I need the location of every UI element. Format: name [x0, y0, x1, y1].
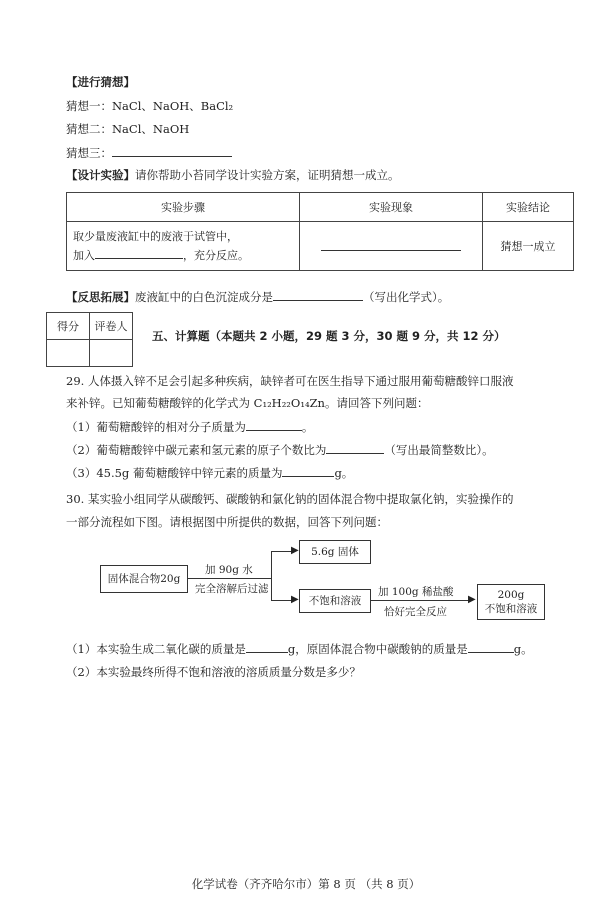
design-text: 请你帮助小苔同学设计实验方案，证明猜想一成立。	[135, 168, 400, 182]
col-header-steps: 实验步骤	[67, 193, 300, 222]
cell-steps	[67, 222, 300, 271]
reagent-blank[interactable]	[95, 246, 183, 259]
flow-final-label: 不饱和溶液	[484, 603, 538, 615]
arrow-up-icon: ▶	[291, 545, 299, 556]
hypothesis-3-label: 猜想三：	[66, 146, 112, 160]
q30-p1-end: g。	[513, 642, 533, 656]
hypothesis-2: 猜想二：NaCl、NaOH	[66, 122, 190, 136]
flow-solid-box: 5.6g 固体	[299, 540, 371, 564]
reflection	[66, 288, 449, 305]
q30-na2co3-blank[interactable]	[468, 640, 514, 653]
page-footer: 化学试卷（齐齐哈尔市）第 8 页 （共 8 页）	[191, 877, 421, 891]
hypothesis-1: 猜想一：NaCl、NaOH、BaCl₂	[66, 99, 234, 113]
q29-line2: 来补锌。已知葡萄糖酸锌的化学式为 C₁₂H₂₂O₁₄Zn。请回答下列问题：	[66, 396, 429, 410]
q29-part3	[66, 464, 353, 481]
reflection-text: 废液缸中的白色沉淀成分是	[135, 290, 273, 304]
precipitate-blank[interactable]	[273, 288, 363, 301]
q29-p3-text: （3）45.5g 葡萄糖酸锌中锌元素的质量为	[66, 466, 283, 480]
flow-step1-top: 加 90g 水	[205, 564, 253, 576]
hypothesis-heading: 【进行猜想】	[66, 75, 135, 89]
q29-p2-blank[interactable]	[326, 441, 384, 454]
q30-line1: 30. 某实验小组同学从碳酸钙、碳酸钠和氯化钠的固体混合物中提取氯化钠，实验操作的	[66, 492, 514, 506]
arrow-down-icon: ▶	[291, 594, 299, 605]
design-heading: 【设计实验】	[66, 168, 135, 182]
reflection-heading: 【反思拓展】	[66, 290, 135, 304]
flow-step2-bottom: 恰好完全反应	[384, 606, 447, 618]
score-table	[46, 312, 133, 367]
grader-cell[interactable]	[90, 340, 133, 367]
step-line-2	[73, 246, 293, 265]
q29-p3-blank[interactable]	[282, 464, 334, 477]
col-header-phenomenon: 实验现象	[300, 193, 483, 222]
q29-p2-text: （2）葡萄糖酸锌中碳元素和氢元素的原子个数比为	[66, 443, 327, 457]
q30-line2: 一部分流程如下图。请根据图中所提供的数据，回答下列问题：	[66, 515, 388, 529]
cell-conclusion: 猜想一成立	[483, 222, 574, 271]
flow-branch-vertical	[271, 551, 272, 601]
q30-p1-mid: g，原固体混合物中碳酸钠的质量是	[287, 642, 468, 656]
q30-co2-blank[interactable]	[246, 640, 288, 653]
flow-final-mass: 200g	[497, 589, 525, 601]
flow-connector-1	[187, 578, 271, 579]
flow-unsat-box: 不饱和溶液	[299, 589, 371, 613]
phenomenon-blank[interactable]	[321, 238, 461, 251]
cell-phenomenon	[300, 222, 483, 271]
flow-connector-2	[370, 600, 472, 601]
grader-label: 评卷人	[90, 313, 133, 340]
q30-part2: （2）本实验最终所得不饱和溶液的溶质质量分数是多少？	[66, 665, 361, 679]
q29-line1: 29. 人体摄入锌不足会引起多种疾病，缺锌者可在医生指导下通过服用葡萄糖酸锌口服液	[66, 374, 514, 388]
reflection-hint: （写出化学式）。	[363, 290, 450, 304]
col-header-conclusion: 实验结论	[483, 193, 574, 222]
q29-p1-text: （1）葡萄糖酸锌的相对分子质量为	[66, 420, 246, 434]
flow-step1-bottom: 完全溶解后过滤	[195, 583, 269, 595]
experiment-table	[66, 192, 574, 271]
q29-part2	[66, 441, 494, 458]
score-cell[interactable]	[47, 340, 90, 367]
flow-final-box	[477, 584, 545, 620]
q29-p1-blank[interactable]	[246, 418, 302, 431]
hypothesis-3	[66, 144, 232, 161]
q29-p1-end: 。	[301, 420, 314, 434]
q29-part1	[66, 418, 313, 435]
flow-start-box: 固体混合物20g	[100, 565, 188, 593]
step-line-2a: 加入	[73, 248, 95, 262]
hypothesis-3-blank[interactable]	[112, 144, 232, 157]
design-intro	[66, 167, 400, 183]
q30-p1-text: （1）本实验生成二氧化碳的质量是	[66, 642, 246, 656]
step-line-2b: ，充分反应。	[183, 248, 249, 262]
q29-p3-end: g。	[334, 466, 354, 480]
arrow-right-icon: ▶	[468, 594, 476, 605]
q30-part1	[66, 640, 533, 657]
flow-step2-top: 加 100g 稀盐酸	[378, 586, 454, 598]
step-line-1: 取少量废液缸中的废液于试管中，	[73, 229, 238, 243]
score-label: 得分	[47, 313, 90, 340]
q29-p2-end: （写出最简整数比）。	[384, 443, 494, 457]
section-title: 五、计算题（本题共 2 小题，29 题 3 分，30 题 9 分，共 12 分）	[152, 329, 506, 343]
